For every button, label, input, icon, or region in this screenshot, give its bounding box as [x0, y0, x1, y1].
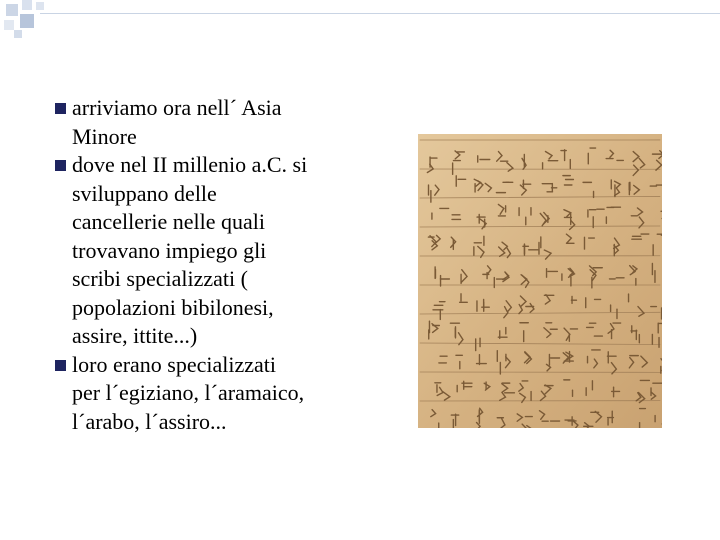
decor-square [20, 14, 34, 28]
bullet-text: loro erano specializzati per l´egiziano, l´aramaico, l´arabo, l´assiro... [72, 351, 305, 434]
decor-square [14, 30, 22, 38]
square-bullet-icon [55, 160, 66, 171]
decor-square [6, 4, 18, 16]
bullet-text: dove nel II millenio a.C. si sviluppano delle cancellerie nelle quali trovavano impiego gli scribi specializzati ( popolazioni bibilonesi, assire, ittite...) [72, 152, 308, 348]
bullet-text: arriviamo ora nell´ Asia Minore [72, 95, 282, 149]
tablet-drawing [418, 134, 662, 428]
decor-square [36, 2, 44, 10]
header-line [40, 13, 720, 14]
square-bullet-icon [55, 360, 66, 371]
slide-decoration [0, 0, 720, 40]
bullet-item [52, 351, 372, 437]
bullet-item [52, 94, 372, 151]
square-bullet-icon [55, 103, 66, 114]
cuneiform-tablet-image [418, 134, 662, 428]
bullet-item [52, 151, 372, 351]
decor-square [22, 0, 32, 10]
bullet-list [52, 94, 372, 436]
decor-square [4, 20, 14, 30]
